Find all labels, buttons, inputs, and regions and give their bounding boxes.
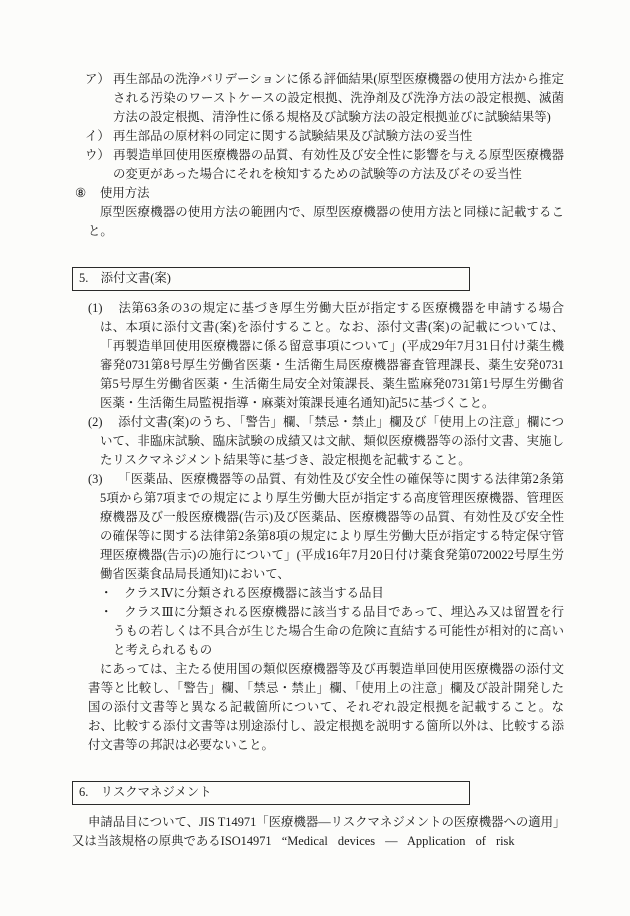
numbered-item-3	[72, 470, 564, 584]
numbered-item-3-label: (3)	[88, 472, 103, 486]
list-item-a-text: 再生部品の洗浄バリデーションに係る評価結果(原型医療機器の使用方法から推定される汚染のワーストケースの設定根拠、洗浄剤及び洗浄方法の設定根拠、滅菌方法の設定根拠、清浄性に係る規格及び試験方法の設定根拠並びに試験結果等)	[113, 72, 564, 124]
bullet-item-class4	[72, 584, 564, 603]
continuation-paragraph: にあっては、主たる使用国の類似医療機器等及び再製造単回使用医療機器の添付文書等と比較し、「警告」欄、「禁忌・禁止」欄、「使用上の注意」欄及び設計開発した国の添付文書等と異なる記載箇所について、それぞれ設定根拠を記載すること。なお、比較する添付文書等は別途添付し、設定根拠を説明する箇所以外は、比較する添付文書等の邦訳は必要ないこと。	[88, 662, 564, 752]
numbered-item-2-text: 添付文書(案)のうち、「警告」欄、「禁忌・禁止」欄及び「使用上の注意」欄について、非臨床試験、臨床試験の成績又は文献、類似医療機器等の添付文書、実施したリスクマネジメント結果等に基づき、設定根拠を記載すること。	[100, 415, 564, 467]
section-6-heading-box	[72, 781, 470, 805]
numbered-item-2-label: (2)	[88, 415, 103, 429]
numbered-item-1-label: (1)	[88, 301, 103, 315]
list-item-u-text: 再製造単回使用医療機器の品質、有効性及び安全性に影響を与える原型医療機器の変更があった場合にそれを検知するための試験等の方法及びその妥当性	[113, 148, 564, 181]
list-item-i-text: 再生部品の原材料の同定に関する試験結果及び試験方法の妥当性	[113, 129, 473, 143]
section-6-paragraph-line-2: 又は当該規格の原典であるISO14971 “Medical devices ― Application of risk	[72, 834, 515, 848]
section-6-heading: 6. リスクマネジメント	[79, 785, 212, 799]
bullet-item-class4-text: クラスⅣに分類される医療機器に該当する品目	[124, 586, 384, 600]
bullet-item-class3	[72, 603, 564, 660]
list-item-u-label: ウ）	[85, 148, 110, 162]
section-5-heading-box	[72, 267, 470, 291]
item-8-heading	[72, 184, 564, 203]
section-6-paragraph-line-1: 申請品目について、JIS T14971「医療機器―リスクマネジメントの医療機器への適用」	[88, 815, 566, 829]
item-8-body: 原型医療機器の使用方法の範囲内で、原型医療機器の使用方法と同様に記載すること。	[88, 205, 564, 238]
bullet-marker: ・	[100, 605, 113, 619]
bullet-item-class3-text: クラスⅢに分類される医療機器に該当する品目であって、埋込み又は留置を行うもの若しくは不具合が生じた場合生命の危険に直結する可能性が相対的に高いと考えられるもの	[113, 605, 564, 657]
list-item-i-label: イ）	[85, 129, 110, 143]
list-item-a	[72, 70, 564, 127]
section-5-heading: 5. 添付文書(案)	[79, 271, 171, 285]
bullet-marker: ・	[100, 586, 113, 600]
numbered-item-2	[72, 413, 564, 470]
list-item-i	[72, 127, 564, 146]
numbered-item-1-text: 法第63条の3の規定に基づき厚生労働大臣が指定する医療機器を申請する場合は、本項に添付文書(案)を添付すること。なお、添付文書(案)の記載については、「再製造単回使用医療機器に係る留意事項について」(平成29年7月31日付け薬生機審発0731第8号厚生労働省医薬・生活衛生局医療機器審査管理課長、薬生安発0731第5号厚生労働省医薬・生活衛生局安全対策課長、薬生監麻発0731第1号厚生労働省医薬・生活衛生局監視指導・麻薬対策課長連名通知)記5に基づくこと。	[100, 301, 564, 410]
list-item-a-label: ア）	[85, 72, 110, 86]
list-item-u	[72, 146, 564, 184]
numbered-item-3-text: 「医薬品、医療機器等の品質、有効性及び安全性の確保等に関する法律第2条第5項から第7項までの規定により厚生労働大臣が指定する高度管理医療機器、管理医療機器及び一般医療機器(告示)及び医薬品、医療機器等の品質、有効性及び安全性の確保等に関する法律第2条第8項の規定により厚生労働大臣が指定する特定保守管理医療機器(告示)の施行について」(平成16年7月20日付け薬食発第0720022号厚生労働省医薬食品局長通知)において、	[100, 472, 564, 581]
item-8-label: ⑧	[75, 186, 87, 200]
item-8-title: 使用方法	[100, 186, 150, 200]
numbered-item-1	[72, 299, 564, 413]
